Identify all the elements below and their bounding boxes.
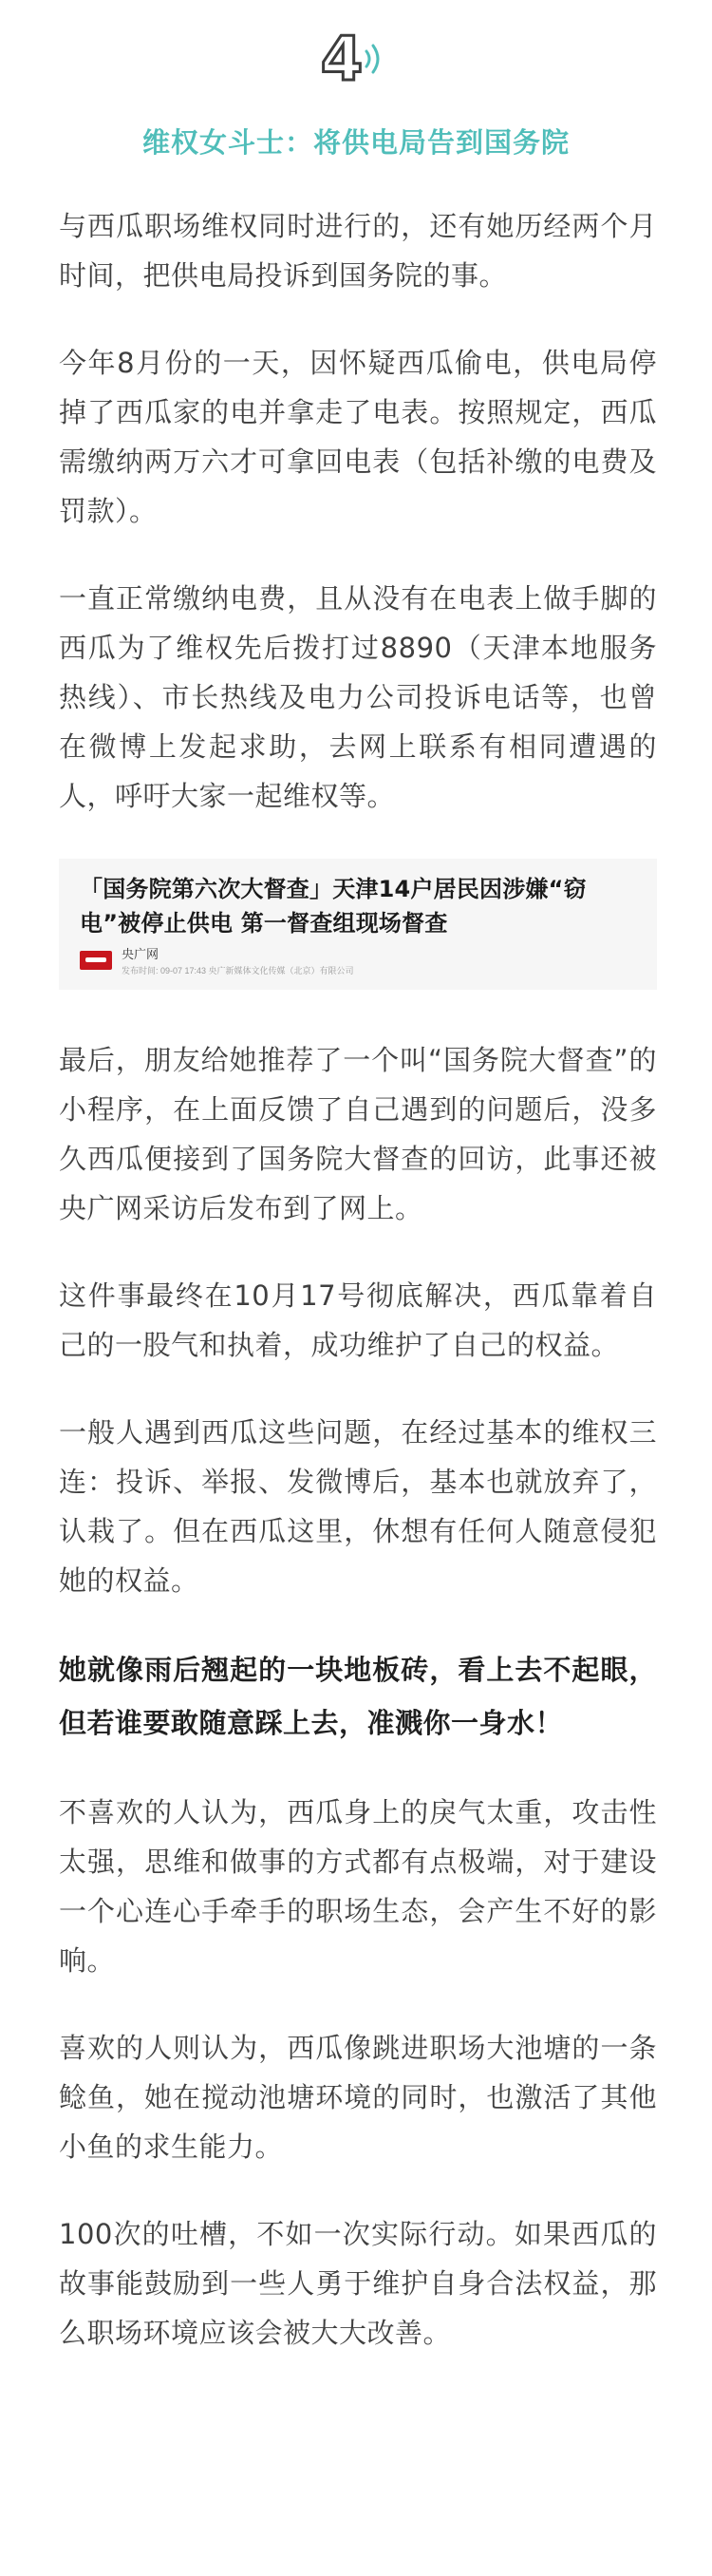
paragraph: 与西瓜职场维权同时进行的，还有她历经两个月时间，把供电局投诉到国务院的事。 <box>59 210 657 292</box>
section-number: 4 <box>320 25 364 95</box>
paragraph: 喜欢的人则认为，西瓜像跳进职场大池塘的一条鲶鱼，她在搅动池塘环境的同时，也激活了其他小鱼的求生能力。 <box>59 2032 657 2163</box>
paragraph: 今年8月份的一天，因怀疑西瓜偷电，供电局停掉了西瓜家的电并拿走了电表。按照规定，西瓜需缴纳两万六才可拿回电表（包括补缴的电费及罚款）。 <box>59 347 657 527</box>
section-title: 维权女斗士：将供电局告到国务院 <box>141 126 570 159</box>
section-number-mark <box>0 21 712 97</box>
paragraph: 最后，朋友给她推荐了一个叫“国务院大督查”的小程序，在上面反馈了自己遇到的问题后，没多久西瓜便接到了国务院大督查的回访，此事还被央广网采访后发布到了网上。 <box>59 1044 657 1224</box>
paragraph: 不喜欢的人认为，西瓜身上的戾气太重，攻击性太强，思维和做事的方式都有点极端，对于建设一个心连心手牵手的职场生态，会产生不好的影响。 <box>59 1796 657 1977</box>
paragraph: 一般人遇到西瓜这些问题，在经过基本的维权三连：投诉、举报、发微博后，基本也就放弃了，认栽了。但在西瓜这里，休想有任何人随意侵犯她的权益。 <box>59 1416 657 1597</box>
article-body <box>59 201 657 2396</box>
paragraph: 这件事最终在10月17号彻底解决，西瓜靠着自己的一股气和执着，成功维护了自己的权益。 <box>59 1279 657 1361</box>
news-source: 央广网 <box>122 947 159 961</box>
news-screenshot-card <box>59 859 657 990</box>
paragraph: 一直正常缴纳电费，且从没有在电表上做手脚的西瓜为了维权先后拨打过8890（天津本地服务热线）、市长热线及电力公司投诉电话等，也曾在微博上发起求助，去网上联系有相同遭遇的人，呼吁大家一起维权等。 <box>59 582 657 812</box>
sound-waves-icon <box>366 46 378 72</box>
news-headline: 「国务院第六次大督查」天津14户居民因涉嫌“窃电”被停止供电 第一督查组现场督查 <box>80 876 587 937</box>
news-meta <box>80 944 354 976</box>
paragraph: 100次的吐槽，不如一次实际行动。如果西瓜的故事能鼓励到一些人勇于维护自身合法权益，那么职场环境应该会被大大改善。 <box>59 2218 657 2349</box>
news-publish-line: 发布时间: 09-07 17:43 央广新媒体文化传媒（北京）有限公司 <box>122 966 354 975</box>
cnr-logo-icon <box>80 951 112 970</box>
highlight-quote: 她就像雨后翘起的一块地板砖，看上去不起眼，但若谁要敢随意踩上去，准溅你一身水！ <box>59 1654 657 1739</box>
